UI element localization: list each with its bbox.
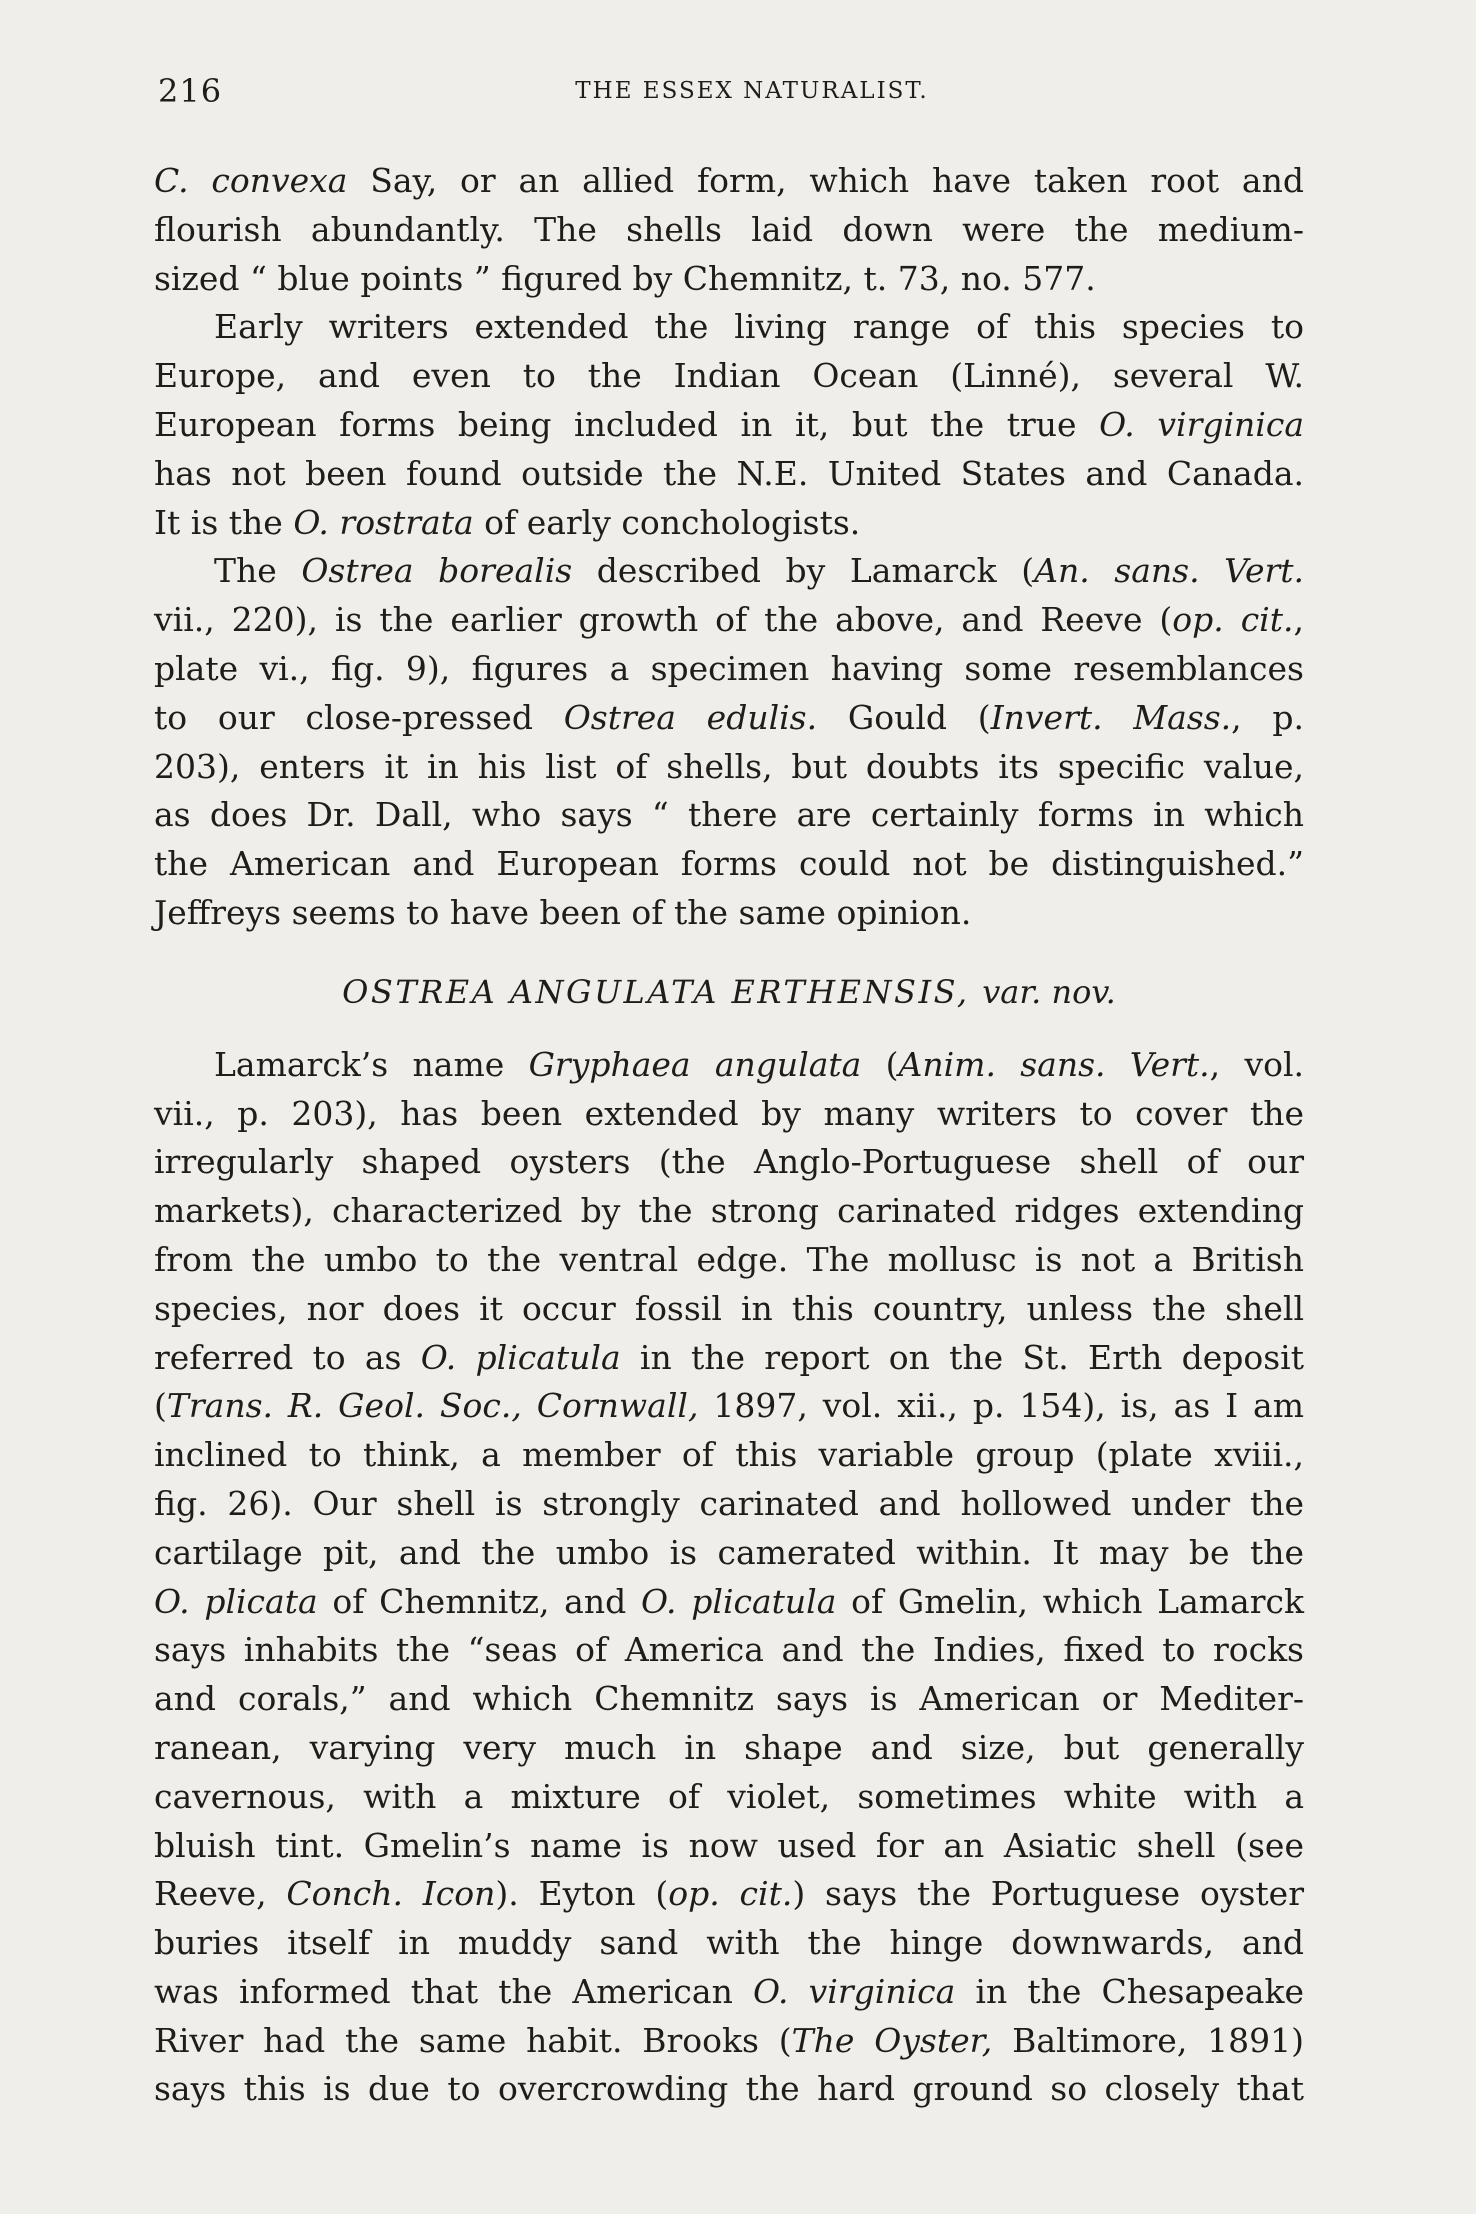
text-line: as does Dr. Dall, who says “ there are certainly forms in which — [154, 795, 1304, 835]
text-line: cartilage pit, and the umbo is camerated within. It may be the — [154, 1532, 1304, 1572]
text-line: vii., p. 203), has been extended by many writers to cover the — [154, 1093, 1304, 1133]
text-line: the American and European forms could not be distinguished.” — [154, 844, 1304, 884]
section-heading: OSTREA ANGULATA ERTHENSIS, var. nov. — [342, 972, 1116, 1011]
text-line: C. convexa Say, or an allied form, which have taken root and — [154, 161, 1304, 200]
running-title: THE ESSEX NATURALIST. — [575, 78, 929, 104]
text-line: sized “ blue points ” figured by Chemnitz, t. 73, no. 577. — [154, 258, 1096, 298]
text-line: It is the O. rostrata of early conchologists. — [154, 502, 861, 542]
body-text — [154, 157, 1304, 2114]
text-line: irregularly shaped oysters (the Anglo-Portuguese shell of our — [154, 1142, 1304, 1182]
text-line: O. plicata of Chemnitz, and O. plicatula of Gmelin, which Lamarck — [154, 1581, 1304, 1621]
text-line: ranean, varying very much in shape and size, but generally — [154, 1727, 1304, 1767]
text-line: River had the same habit. Brooks (The Oyster, Baltimore, 1891) — [154, 2020, 1304, 2060]
text-line: fig. 26). Our shell is strongly carinated and hollowed under the — [154, 1483, 1304, 1523]
text-line: Jeffreys seems to have been of the same opinion. — [154, 892, 972, 932]
text-line: The Ostrea borealis described by Lamarck (An. sans. Vert. — [214, 551, 1305, 591]
text-line: Lamarck’s name Gryphaea angulata (Anim. sans. Vert., vol. — [214, 1044, 1305, 1084]
text-line: markets), characterized by the strong carinated ridges extending — [154, 1191, 1304, 1231]
text-line: inclined to think, a member of this variable group (plate xviii., — [154, 1435, 1304, 1475]
text-line: says inhabits the “seas of America and the Indies, fixed to rocks — [154, 1630, 1304, 1670]
text-line: species, nor does it occur fossil in this country, unless the shell — [154, 1288, 1304, 1328]
running-head — [158, 72, 1306, 132]
text-line: Early writers extended the living range of this species to — [214, 307, 1304, 347]
text-line: European forms being included in it, but the true O. virginica — [154, 404, 1305, 444]
text-line: 203), enters it in his list of shells, but doubts its specific value, — [154, 746, 1304, 786]
text-line: flourish abundantly. The shells laid down were the medium- — [154, 209, 1304, 249]
text-line: has not been found outside the N.E. United States and Canada. — [154, 453, 1304, 493]
text-line: Europe, and even to the Indian Ocean (Linné), several W. — [154, 356, 1304, 396]
text-line: (Trans. R. Geol. Soc., Cornwall, 1897, vol. xii., p. 154), is, as I am — [154, 1386, 1304, 1426]
text-line: and corals,” and which Chemnitz says is American or Mediter- — [154, 1679, 1304, 1719]
text-line: was informed that the American O. virginica in the Chesapeake — [154, 1971, 1304, 2011]
text-line: referred to as O. plicatula in the report on the St. Erth deposit — [154, 1337, 1304, 1377]
text-line: says this is due to overcrowding the hard ground so closely that — [154, 2069, 1304, 2109]
text-line: plate vi., fig. 9), figures a specimen having some resemblances — [154, 648, 1304, 688]
text-line: bluish tint. Gmelin’s name is now used for an Asiatic shell (see — [154, 1825, 1304, 1865]
text-line: from the umbo to the ventral edge. The mollusc is not a British — [154, 1239, 1304, 1279]
text-line: cavernous, with a mixture of violet, sometimes white with a — [154, 1776, 1304, 1816]
page-number: 216 — [158, 72, 223, 110]
text-line: to our close-pressed Ostrea edulis. Gould (Invert. Mass., p. — [154, 697, 1304, 737]
text-line: buries itself in muddy sand with the hinge downwards, and — [154, 1923, 1304, 1963]
text-line: Reeve, Conch. Icon). Eyton (op. cit.) says the Portuguese oyster — [154, 1874, 1304, 1914]
text-line: vii., 220), is the earlier growth of the above, and Reeve (op. cit., — [154, 600, 1304, 640]
